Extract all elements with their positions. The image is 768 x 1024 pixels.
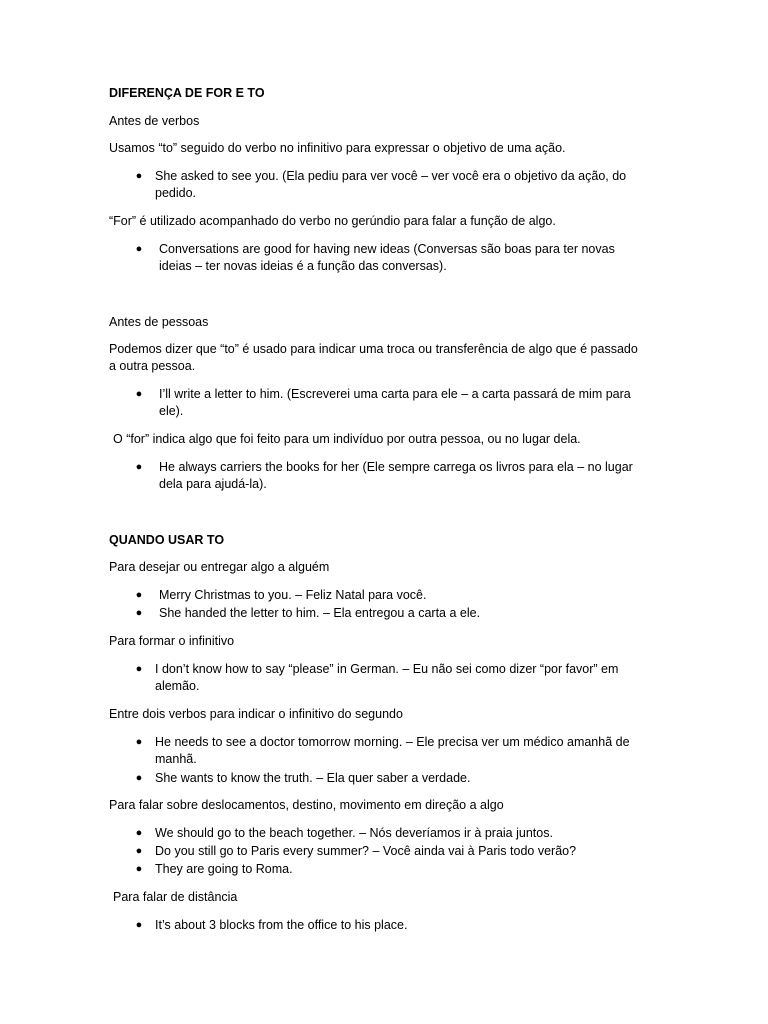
document-title: DIFERENÇA DE FOR E TO [109, 86, 265, 100]
list-item [134, 386, 664, 420]
bullet-icon: ● [135, 919, 143, 931]
bullet-icon: ● [135, 170, 143, 182]
list-item-line: He needs to see a doctor tomorrow morning. – Ele precisa ver um médico amanhã de [155, 735, 630, 749]
list-item-text: Merry Christmas to you. – Feliz Natal para você. [159, 588, 427, 602]
list-item-line: Conversations are good for having new ideas (Conversas são boas para ter novas [159, 242, 615, 256]
list-item-line: pedido. [155, 186, 197, 200]
paragraph-line: Podemos dizer que “to” é usado para indicar uma troca ou transferência de algo que é passado [109, 342, 638, 356]
list-item-line: I don’t know how to say “please” in German. – Eu não sei como dizer “por favor” em [155, 662, 619, 676]
list-item-text: She wants to know the truth. – Ela quer saber a verdade. [155, 771, 471, 785]
list-item-line: She asked to see you. (Ela pediu para ver você – ver você era o objetivo da ação, do [155, 169, 627, 183]
list-item [134, 587, 664, 604]
list-item-line: dela para ajudá-la). [159, 477, 267, 491]
paragraph: “For” é utilizado acompanhado do verbo no gerúndio para falar a função de algo. [109, 214, 556, 228]
list-item-line: alemão. [155, 679, 200, 693]
bullet-icon: ● [135, 589, 143, 601]
bullet-icon: ● [135, 845, 143, 857]
subsection-heading: Para falar sobre deslocamentos, destino, movimento em direção a algo [109, 798, 504, 812]
paragraph-line: a outra pessoa. [109, 359, 196, 373]
list-item-line: I’ll write a letter to him. (Escreverei uma carta para ele – a carta passará de mim para [159, 387, 631, 401]
subsection-heading: Entre dois verbos para indicar o infinitivo do segundo [109, 707, 403, 721]
list-item-text: Do you still go to Paris every summer? – Você ainda vai à Paris todo verão? [155, 844, 577, 858]
bullet-icon: ● [135, 663, 143, 675]
list-item [134, 734, 664, 768]
bullet-icon: ● [135, 461, 143, 473]
list-item-line: manhã. [155, 752, 197, 766]
bullet-icon: ● [135, 863, 143, 875]
list-item [134, 605, 664, 622]
bullet-icon: ● [135, 827, 143, 839]
subsection-heading: Para desejar ou entregar algo a alguém [109, 560, 330, 574]
paragraph [109, 341, 669, 375]
list-item [134, 917, 664, 934]
bullet-icon: ● [135, 388, 143, 400]
list-item [134, 843, 664, 860]
list-item-text: We should go to the beach together. – Nós deveríamos ir à praia juntos. [155, 826, 553, 840]
list-item-text: She handed the letter to him. – Ela entregou a carta a ele. [159, 606, 481, 620]
list-item [134, 770, 664, 787]
paragraph: O “for” indica algo que foi feito para um indivíduo por outra pessoa, ou no lugar dela. [113, 432, 581, 446]
bullet-icon: ● [135, 772, 143, 784]
list-item-line: He always carriers the books for her (Ele sempre carrega os livros para ela – no lugar [159, 460, 633, 474]
section-heading-quando-usar-to: QUANDO USAR TO [109, 533, 225, 547]
bullet-icon: ● [135, 243, 143, 255]
list-item-line: ideias – ter novas ideias é a função das conversas). [159, 259, 447, 273]
list-item [134, 861, 664, 878]
subsection-heading: Para formar o infinitivo [109, 634, 235, 648]
subsection-heading: Para falar de distância [113, 890, 238, 904]
bullet-icon: ● [135, 736, 143, 748]
bullet-icon: ● [135, 607, 143, 619]
list-item-line: ele). [159, 404, 184, 418]
list-item [134, 168, 664, 202]
section-heading-antes-de-verbos: Antes de verbos [109, 114, 200, 128]
section-heading-antes-de-pessoas: Antes de pessoas [109, 315, 209, 329]
list-item-text: They are going to Roma. [155, 862, 293, 876]
list-item [134, 825, 664, 842]
list-item [134, 661, 664, 695]
paragraph: Usamos “to” seguido do verbo no infinitivo para expressar o objetivo de uma ação. [109, 141, 566, 155]
list-item-text: It’s about 3 blocks from the office to his place. [155, 918, 408, 932]
list-item [134, 241, 664, 275]
list-item [134, 459, 664, 493]
